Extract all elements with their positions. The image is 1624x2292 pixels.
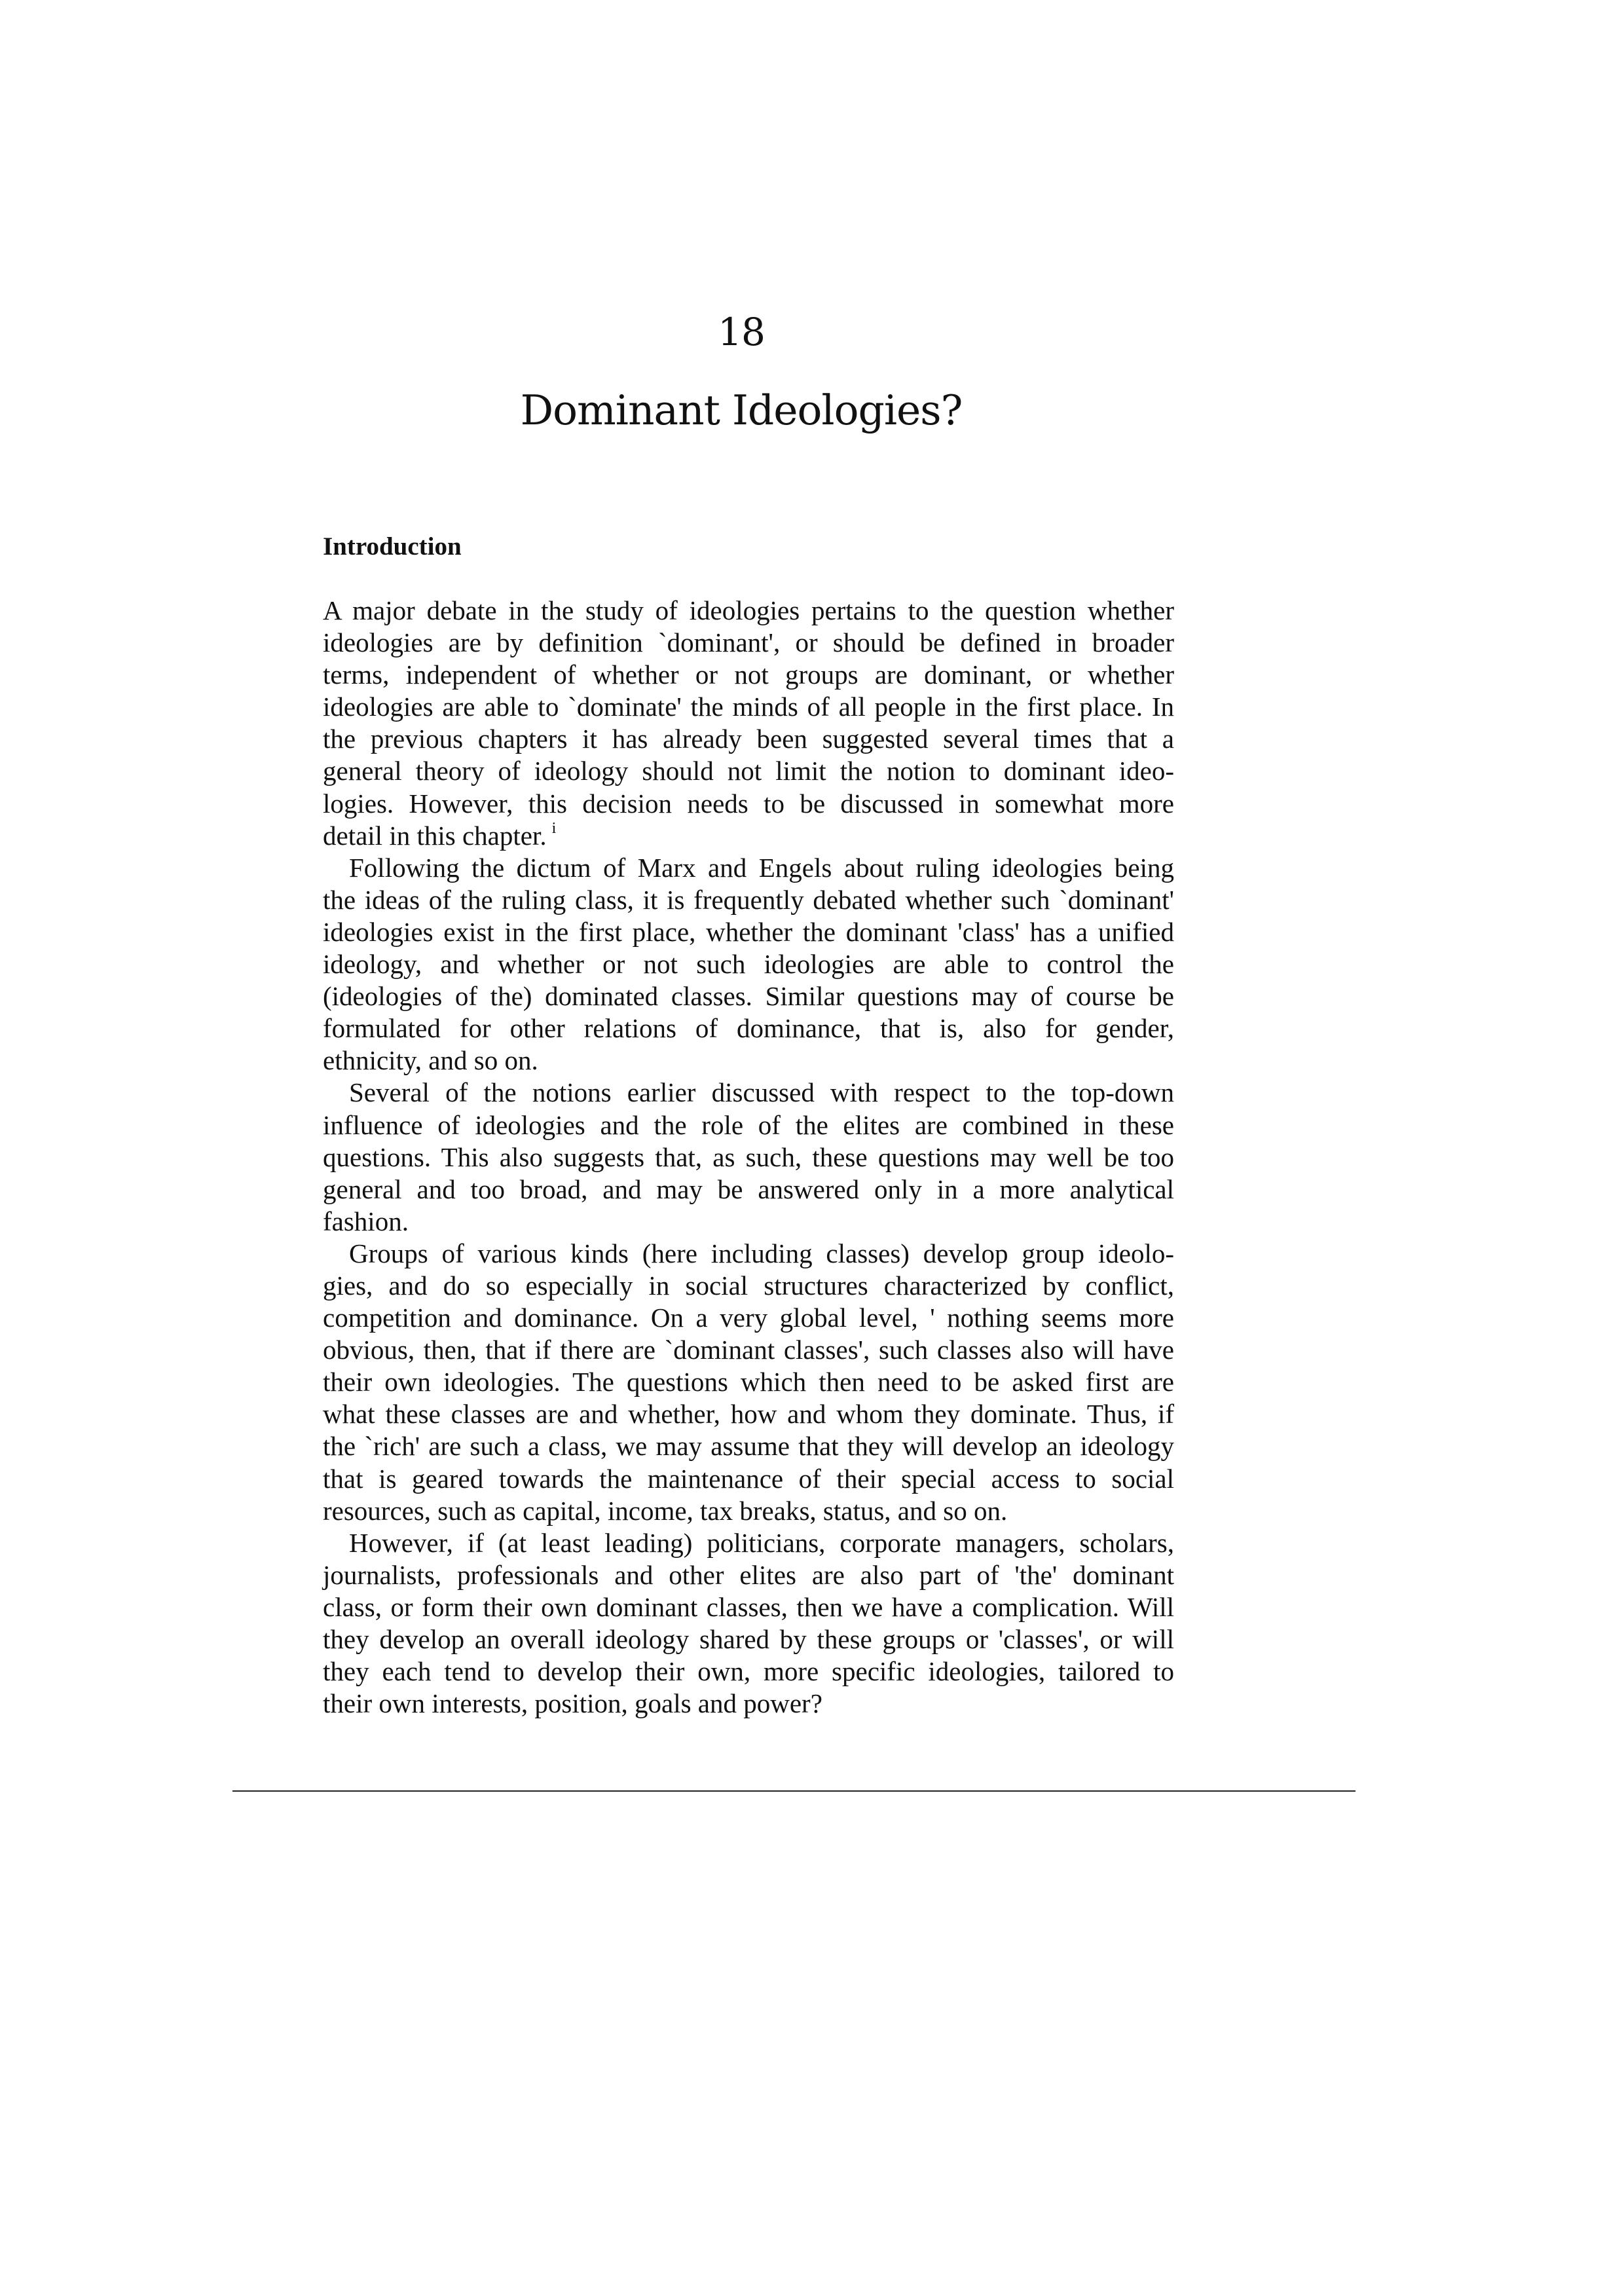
line-text: ideologies are able to `dominate' the minds of all people in the first place. In bbox=[323, 692, 1174, 722]
line-text: journalists, professionals and other elites are also part of 'the' dominant bbox=[323, 1559, 1174, 1590]
paragraph bbox=[323, 1238, 1174, 1527]
line-text: ideologies are by definition `dominant', or should be defined in broader bbox=[323, 627, 1174, 658]
line-text: ethnicity, and so on. bbox=[323, 1045, 538, 1076]
text-line bbox=[323, 1044, 1174, 1077]
line-text: ideologies exist in the first place, whether the dominant 'class' has a unified bbox=[323, 916, 1174, 947]
line-text: their own ideologies. The questions which then need to be asked first are bbox=[323, 1367, 1174, 1397]
line-text: Following the dictum of Marx and Engels about ruling ideologies being bbox=[349, 852, 1174, 883]
text-line bbox=[323, 1623, 1174, 1655]
text-line bbox=[323, 691, 1174, 723]
text-line bbox=[323, 1109, 1174, 1141]
text-line bbox=[323, 1591, 1174, 1623]
line-text: the previous chapters it has already been suggested several times that a bbox=[323, 724, 1174, 754]
line-text: logies. However, this decision needs to be discussed in somewhat more bbox=[323, 788, 1174, 819]
text-line bbox=[323, 788, 1174, 820]
line-text: questions. This also suggests that, as such, these questions may well be too bbox=[323, 1141, 1174, 1172]
line-text: general and too broad, and may be answered only in a more analytical bbox=[323, 1174, 1174, 1204]
text-line bbox=[323, 1366, 1174, 1398]
line-text: terms, independent of whether or not groups are dominant, or whether bbox=[323, 659, 1174, 690]
paragraph bbox=[323, 852, 1174, 1077]
text-line bbox=[323, 723, 1174, 755]
line-text: (ideologies of the) dominated classes. Similar questions may of course be bbox=[323, 981, 1174, 1012]
line-text: the ideas of the ruling class, it is frequently debated whether such `dominant' bbox=[323, 884, 1174, 915]
text-line bbox=[323, 1077, 1174, 1109]
chapter-title: Dominant Ideologies? bbox=[520, 386, 963, 434]
line-text: fashion. bbox=[323, 1206, 409, 1236]
text-line bbox=[323, 1463, 1174, 1495]
line-text: class, or form their own dominant classes, then we have a complication. Will bbox=[323, 1591, 1174, 1622]
text-line bbox=[323, 1430, 1174, 1462]
text-line bbox=[323, 1238, 1174, 1270]
text-line bbox=[323, 595, 1174, 627]
text-line bbox=[323, 884, 1174, 916]
line-text: Groups of various kinds (here including classes) develop group ideolo- bbox=[349, 1238, 1174, 1268]
text-line bbox=[323, 1495, 1174, 1527]
line-text: the `rich' are such a class, we may assume that they will develop an ideology bbox=[323, 1431, 1174, 1462]
text-line bbox=[323, 948, 1174, 980]
text-line bbox=[323, 627, 1174, 659]
paragraph bbox=[323, 1527, 1174, 1720]
chapter-number: 18 bbox=[718, 310, 765, 354]
text-line bbox=[323, 1527, 1174, 1559]
paragraph bbox=[323, 595, 1174, 852]
text-line bbox=[323, 1398, 1174, 1430]
line-text: detail in this chapter. bbox=[323, 820, 547, 851]
line-text: competition and dominance. On a very global level, ' nothing seems more bbox=[323, 1303, 1174, 1333]
text-line bbox=[323, 820, 1174, 852]
body-text bbox=[323, 595, 1174, 1720]
line-text: formulated for other relations of dominance, that is, also for gender, bbox=[323, 1013, 1174, 1044]
line-text: they each tend to develop their own, more specific ideologies, tailored to bbox=[323, 1656, 1174, 1687]
text-line bbox=[323, 980, 1174, 1012]
line-text: resources, such as capital, income, tax breaks, status, and so on. bbox=[323, 1495, 1008, 1526]
line-text: A major debate in the study of ideologies pertains to the question whether bbox=[323, 595, 1174, 625]
text-line bbox=[323, 852, 1174, 884]
text-line bbox=[323, 916, 1174, 948]
text-line bbox=[323, 659, 1174, 691]
line-text: that is geared towards the maintenance of their special access to social bbox=[323, 1463, 1174, 1494]
text-line bbox=[323, 755, 1174, 787]
line-text: Several of the notions earlier discussed with respect to the top-down bbox=[349, 1077, 1174, 1108]
line-text: they develop an overall ideology shared by these groups or 'classes', or will bbox=[323, 1624, 1174, 1654]
text-line bbox=[323, 1012, 1174, 1044]
text-line bbox=[323, 1559, 1174, 1591]
section-heading: Introduction bbox=[323, 532, 462, 561]
line-text: However, if (at least leading) politicians, corporate managers, scholars, bbox=[349, 1527, 1174, 1558]
text-line bbox=[323, 1655, 1174, 1688]
line-text: influence of ideologies and the role of the elites are combined in these bbox=[323, 1109, 1174, 1140]
text-line bbox=[323, 1174, 1174, 1206]
page-rule bbox=[232, 1790, 1356, 1792]
line-text: obvious, then, that if there are `dominant classes', such classes also will have bbox=[323, 1335, 1174, 1365]
line-text: their own interests, position, goals and power? bbox=[323, 1688, 822, 1719]
line-text: general theory of ideology should not limit the notion to dominant ideo- bbox=[323, 756, 1174, 786]
text-line bbox=[323, 1302, 1174, 1334]
text-line bbox=[323, 1270, 1174, 1302]
line-text: what these classes are and whether, how and whom they dominate. Thus, if bbox=[323, 1399, 1174, 1430]
text-line bbox=[323, 1688, 1174, 1720]
line-text: ideology, and whether or not such ideologies are able to control the bbox=[323, 949, 1174, 980]
line-text: gies, and do so especially in social structures characterized by conflict, bbox=[323, 1270, 1174, 1301]
text-line bbox=[323, 1206, 1174, 1238]
text-line bbox=[323, 1141, 1174, 1174]
footnote-marker[interactable]: i bbox=[551, 819, 557, 837]
text-line bbox=[323, 1334, 1174, 1366]
paragraph bbox=[323, 1077, 1174, 1237]
